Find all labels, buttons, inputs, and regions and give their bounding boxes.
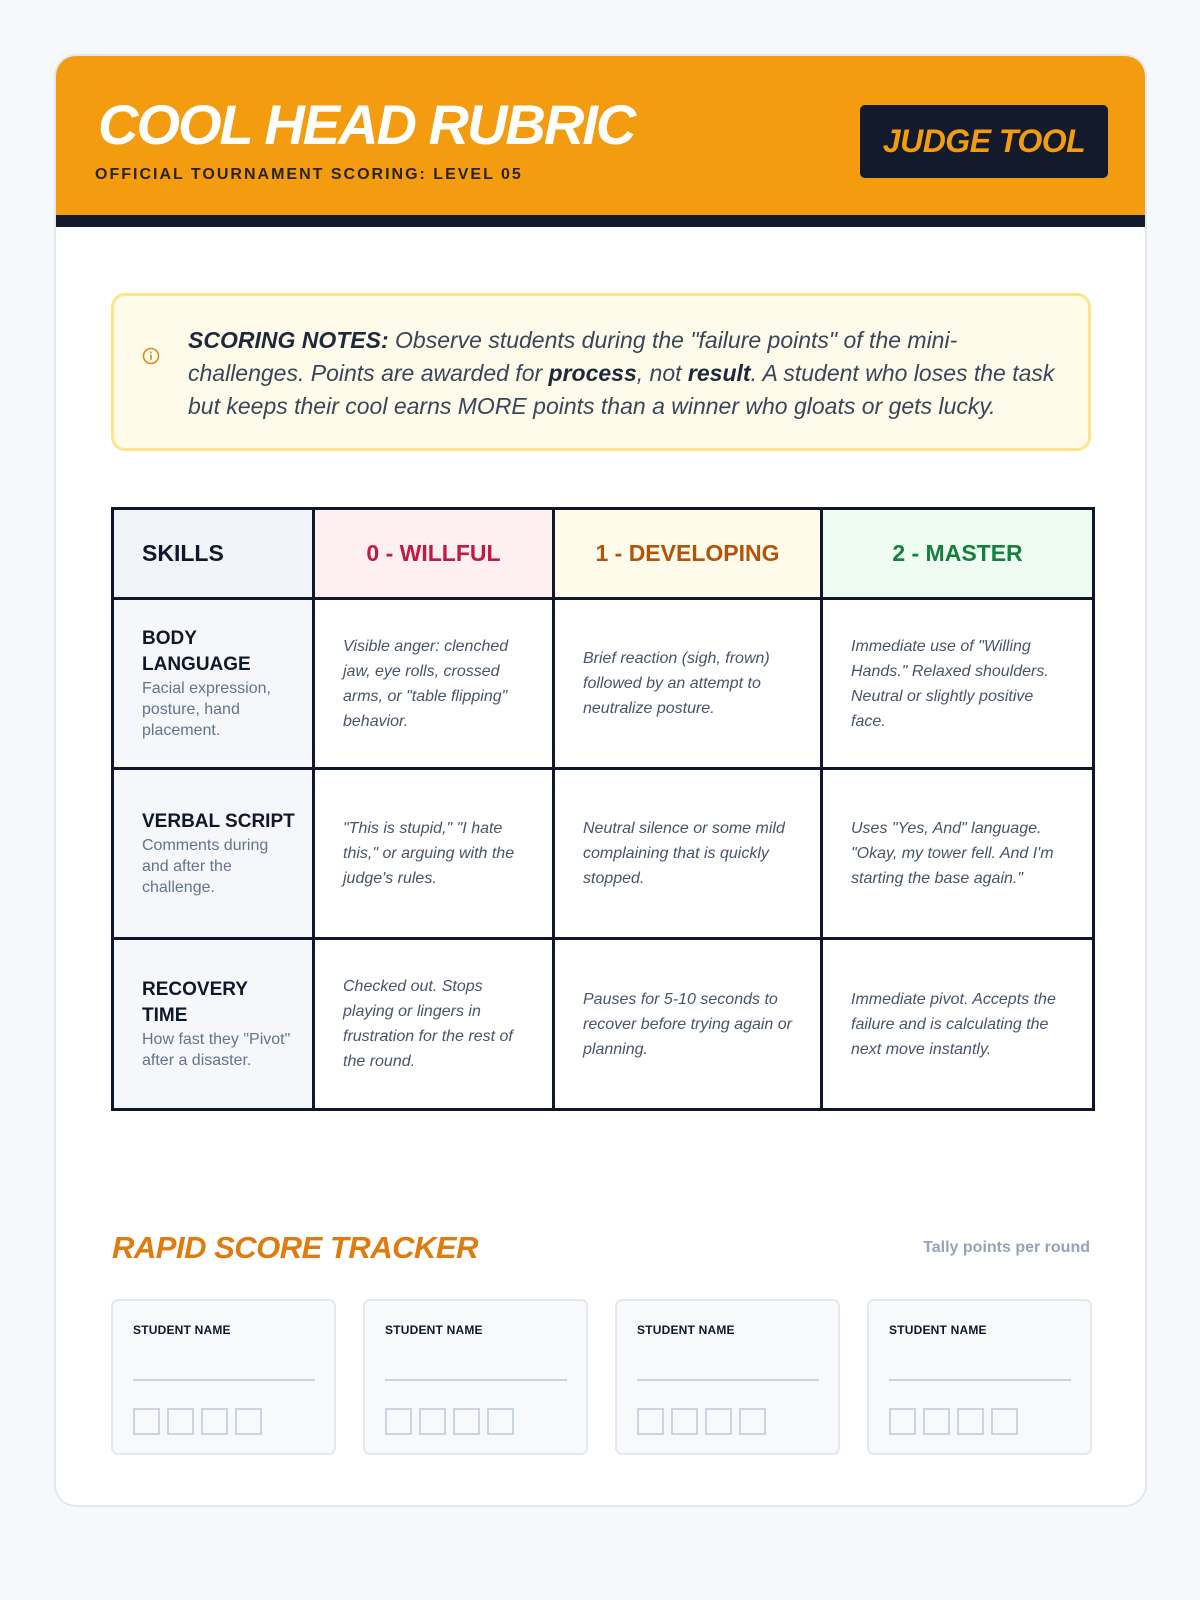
tally-box[interactable] bbox=[923, 1408, 950, 1435]
rubric-table bbox=[111, 507, 1095, 1111]
info-icon bbox=[142, 347, 160, 365]
header-master: 2 - MASTER bbox=[822, 509, 1094, 599]
tally-box[interactable] bbox=[453, 1408, 480, 1435]
tally-box[interactable] bbox=[133, 1408, 160, 1435]
tracker-hint: Tally points per round bbox=[923, 1239, 1090, 1256]
willful-cell: Visible anger: clenched jaw, eye rolls, crossed arms, or "table flipping" behavior. bbox=[314, 599, 554, 769]
judge-tool-badge: JUDGE TOOL bbox=[860, 105, 1108, 178]
header-willful: 0 - WILLFUL bbox=[314, 509, 554, 599]
header-skills: SKILLS bbox=[113, 509, 314, 599]
skill-cell bbox=[113, 769, 314, 939]
developing-cell: Brief reaction (sigh, frown) followed by an attempt to neutralize posture. bbox=[554, 599, 822, 769]
scoring-notes-label: SCORING NOTES: bbox=[188, 327, 389, 353]
tally-box[interactable] bbox=[991, 1408, 1018, 1435]
tally-boxes bbox=[889, 1408, 1018, 1435]
page-subtitle: OFFICIAL TOURNAMENT SCORING: LEVEL 05 bbox=[95, 166, 523, 183]
tally-box[interactable] bbox=[385, 1408, 412, 1435]
skill-name: VERBAL SCRIPT bbox=[142, 811, 295, 832]
student-name-label: STUDENT NAME bbox=[385, 1323, 483, 1337]
student-name-label: STUDENT NAME bbox=[889, 1323, 987, 1337]
tally-box[interactable] bbox=[889, 1408, 916, 1435]
student-card bbox=[867, 1299, 1092, 1455]
student-name-line[interactable] bbox=[889, 1379, 1071, 1381]
developing-cell: Pauses for 5-10 seconds to recover before trying again or planning. bbox=[554, 939, 822, 1110]
tally-box[interactable] bbox=[235, 1408, 262, 1435]
tally-box[interactable] bbox=[739, 1408, 766, 1435]
developing-cell: Neutral silence or some mild complaining that is quickly stopped. bbox=[554, 769, 822, 939]
student-card bbox=[111, 1299, 336, 1455]
skill-description: Comments during and after the challenge. bbox=[142, 837, 269, 896]
scoring-notes-text: SCORING NOTES: Observe students during the "failure points" of the mini-challenges. Points are awarded for process, not result. A student who loses the task but keeps their cool earns MORE points than a winner who gloats or gets lucky. bbox=[188, 327, 1055, 419]
rubric-header-row bbox=[113, 509, 1094, 599]
scoring-notes bbox=[111, 293, 1091, 451]
table-row bbox=[113, 599, 1094, 769]
master-cell: Immediate pivot. Accepts the failure and is calculating the next move instantly. bbox=[822, 939, 1094, 1110]
master-cell: Uses "Yes, And" language. "Okay, my tower fell. And I'm starting the base again." bbox=[822, 769, 1094, 939]
student-name-line[interactable] bbox=[133, 1379, 315, 1381]
student-card bbox=[615, 1299, 840, 1455]
tally-box[interactable] bbox=[419, 1408, 446, 1435]
page-title: COOL HEAD RUBRIC bbox=[98, 93, 635, 156]
tracker-title: RAPID SCORE TRACKER bbox=[112, 1230, 478, 1265]
score-tracker bbox=[111, 1299, 1092, 1455]
willful-cell: Checked out. Stops playing or lingers in frustration for the rest of the round. bbox=[314, 939, 554, 1110]
skill-name: BODY LANGUAGE bbox=[142, 628, 251, 675]
tally-box[interactable] bbox=[637, 1408, 664, 1435]
tally-box[interactable] bbox=[487, 1408, 514, 1435]
header-developing: 1 - DEVELOPING bbox=[554, 509, 822, 599]
student-name-line[interactable] bbox=[637, 1379, 819, 1381]
tally-box[interactable] bbox=[957, 1408, 984, 1435]
tally-box[interactable] bbox=[705, 1408, 732, 1435]
table-row bbox=[113, 769, 1094, 939]
skill-cell bbox=[113, 939, 314, 1110]
student-name-line[interactable] bbox=[385, 1379, 567, 1381]
tally-box[interactable] bbox=[201, 1408, 228, 1435]
tally-box[interactable] bbox=[167, 1408, 194, 1435]
skill-description: How fast they "Pivot" after a disaster. bbox=[142, 1031, 291, 1069]
tally-boxes bbox=[385, 1408, 514, 1435]
willful-cell: "This is stupid," "I hate this," or arguing with the judge's rules. bbox=[314, 769, 554, 939]
rubric-sheet bbox=[54, 54, 1147, 1507]
tally-boxes bbox=[637, 1408, 766, 1435]
skill-description: Facial expression, posture, hand placement. bbox=[142, 680, 271, 739]
skill-name: RECOVERY TIME bbox=[142, 979, 248, 1026]
student-name-label: STUDENT NAME bbox=[133, 1323, 231, 1337]
student-name-label: STUDENT NAME bbox=[637, 1323, 735, 1337]
tally-box[interactable] bbox=[671, 1408, 698, 1435]
table-row bbox=[113, 939, 1094, 1110]
student-card bbox=[363, 1299, 588, 1455]
master-cell: Immediate use of "Willing Hands." Relaxed shoulders. Neutral or slightly positive face. bbox=[822, 599, 1094, 769]
skill-cell bbox=[113, 599, 314, 769]
tally-boxes bbox=[133, 1408, 262, 1435]
header bbox=[56, 56, 1145, 227]
